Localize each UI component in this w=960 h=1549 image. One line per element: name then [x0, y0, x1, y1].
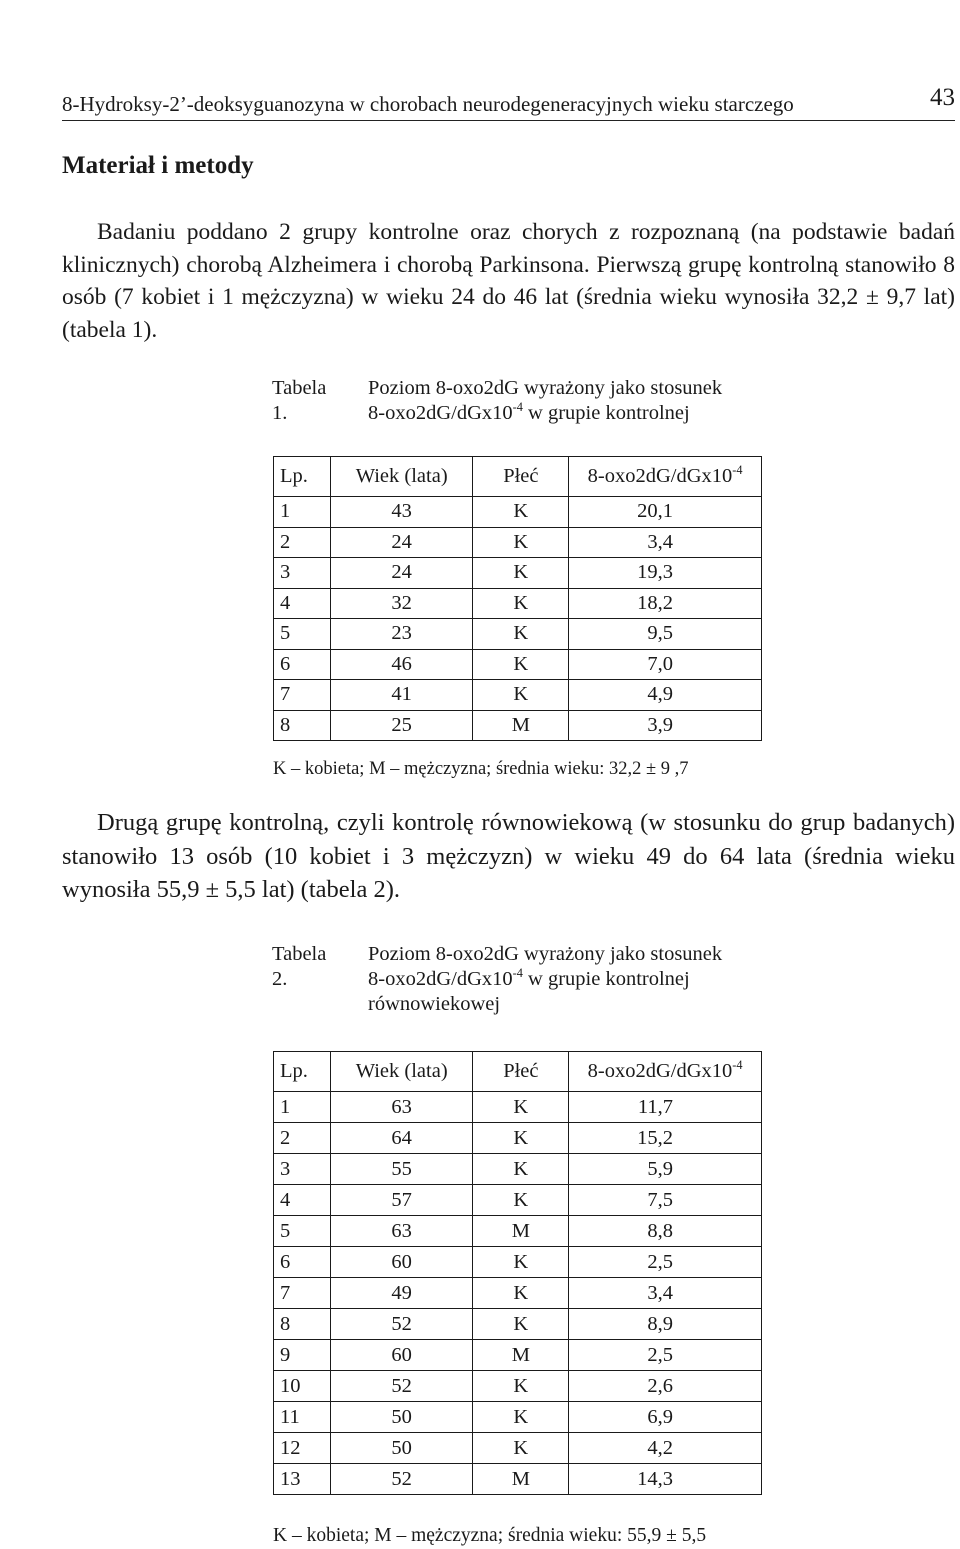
level-value-cell: 2,5: [569, 1247, 762, 1278]
table2-caption-label: Tabela 2.: [272, 943, 327, 990]
level-value-cell: 5,9: [569, 1154, 762, 1185]
sex-cell: K: [473, 619, 569, 650]
age-cell: 52: [330, 1371, 473, 1402]
table1-caption-label: Tabela 1.: [272, 377, 327, 424]
row-number-cell: 3: [274, 1154, 331, 1185]
level-value-cell: 11,7: [569, 1092, 762, 1123]
age-cell: 50: [330, 1402, 473, 1433]
level-value-cell: 2,5: [569, 1340, 762, 1371]
table-row: [274, 1278, 762, 1309]
table1-footnote: K – kobieta; M – mężczyzna; średnia wieku: 32,2 ± 9 ,7: [273, 759, 689, 779]
age-cell: 25: [330, 710, 473, 741]
table1-caption-line2: $8-oxo2dG/dGx10^{-4}$ w grupie kontrolnej: [368, 400, 690, 424]
row-number-cell: 5: [274, 619, 331, 650]
body-paragraph-2: [62, 806, 955, 907]
row-number-cell: 12: [274, 1433, 331, 1464]
age-cell: 32: [330, 588, 473, 619]
table-row: [274, 1402, 762, 1433]
sex-cell: K: [473, 497, 569, 528]
sex-cell: K: [473, 1247, 569, 1278]
body-paragraph-1: [62, 216, 955, 346]
table-row: [274, 497, 762, 528]
level-value-cell: 14,3: [569, 1464, 762, 1495]
sex-cell: K: [473, 1309, 569, 1340]
level-value-cell: 4,9: [569, 680, 762, 711]
table-row: [274, 1371, 762, 1402]
row-number-cell: 6: [274, 649, 331, 680]
table2-caption-line2: $8-oxo2dG/dGx10^{-4}$ w grupie kontrolnej: [368, 966, 690, 990]
row-number-cell: 13: [274, 1464, 331, 1495]
row-number-cell: 4: [274, 1185, 331, 1216]
table-row: [274, 1309, 762, 1340]
level-value-cell: 6,9: [569, 1402, 762, 1433]
table-row: [274, 558, 762, 589]
sex-cell: K: [473, 1185, 569, 1216]
table1-body: [274, 497, 762, 741]
sex-cell: K: [473, 527, 569, 558]
table-row: [274, 588, 762, 619]
sex-cell: K: [473, 588, 569, 619]
age-cell: 46: [330, 649, 473, 680]
table1-header-lp: Lp.: [274, 457, 331, 497]
age-cell: 57: [330, 1185, 473, 1216]
row-number-cell: 2: [274, 1123, 331, 1154]
table2-header-lp: Lp.: [274, 1052, 331, 1092]
table2-body: [274, 1092, 762, 1495]
page-number: 43: [930, 84, 955, 111]
level-value-cell: 15,2: [569, 1123, 762, 1154]
sex-cell: K: [473, 1371, 569, 1402]
age-cell: 23: [330, 619, 473, 650]
row-number-cell: 7: [274, 1278, 331, 1309]
row-number-cell: 6: [274, 1247, 331, 1278]
table1-header-row: [274, 457, 762, 497]
level-value-cell: 3,9: [569, 710, 762, 741]
level-value-cell: 8,9: [569, 1309, 762, 1340]
table-row: [274, 1247, 762, 1278]
table1-caption-line1: Poziom 8-oxo2dG wyrażony jako stosunek: [368, 377, 723, 399]
table1-header-age: Wiek (lata): [330, 457, 473, 497]
age-cell: 60: [330, 1340, 473, 1371]
level-value-cell: 7,5: [569, 1185, 762, 1216]
sex-cell: K: [473, 1402, 569, 1433]
level-value-cell: 2,6: [569, 1371, 762, 1402]
sex-cell: M: [473, 710, 569, 741]
table-row: [274, 649, 762, 680]
level-value-cell: 3,4: [569, 1278, 762, 1309]
age-cell: 63: [330, 1216, 473, 1247]
level-value-cell: 20,1: [569, 497, 762, 528]
table2-header-age: Wiek (lata): [330, 1052, 473, 1092]
age-cell: 63: [330, 1092, 473, 1123]
section-heading: Materiał i metody: [62, 152, 254, 179]
age-cell: 60: [330, 1247, 473, 1278]
table1-header-level: $8-oxo2dG/dGx10^{-4}$: [569, 457, 762, 497]
age-cell: 52: [330, 1464, 473, 1495]
body-paragraph-2-text: Drugą grupę kontrolną, czyli kontrolę równowiekową (w stosunku do grup badanych) stanowiło 13 osób (10 kobiet i 3 mężczyzn) w wieku 49 do 64 lata (średnia wieku wynosiła 55,9 ± 5,5 lat) (tabela 2).: [62, 809, 955, 903]
sex-cell: M: [473, 1216, 569, 1247]
table2: [273, 1051, 762, 1495]
sex-cell: K: [473, 680, 569, 711]
age-cell: 49: [330, 1278, 473, 1309]
level-value-cell: 3,4: [569, 527, 762, 558]
table1-header-sex: Płeć: [473, 457, 569, 497]
row-number-cell: 9: [274, 1340, 331, 1371]
row-number-cell: 2: [274, 527, 331, 558]
sex-cell: K: [473, 558, 569, 589]
sex-cell: K: [473, 649, 569, 680]
row-number-cell: 10: [274, 1371, 331, 1402]
row-number-cell: 8: [274, 1309, 331, 1340]
age-cell: 24: [330, 527, 473, 558]
age-cell: 52: [330, 1309, 473, 1340]
table-row: [274, 1185, 762, 1216]
age-cell: 50: [330, 1433, 473, 1464]
table-row: [274, 1216, 762, 1247]
table-row: [274, 619, 762, 650]
table2-header-sex: Płeć: [473, 1052, 569, 1092]
sex-cell: K: [473, 1433, 569, 1464]
age-cell: 55: [330, 1154, 473, 1185]
table-row: [274, 1433, 762, 1464]
sex-cell: M: [473, 1464, 569, 1495]
row-number-cell: 3: [274, 558, 331, 589]
running-title: 8-Hydroksy-2’-deoksyguanozyna w chorobach neurodegeneracyjnych wieku starczego: [62, 92, 794, 116]
level-value-cell: 4,2: [569, 1433, 762, 1464]
row-number-cell: 4: [274, 588, 331, 619]
table-row: [274, 1340, 762, 1371]
sex-cell: K: [473, 1092, 569, 1123]
table-row: [274, 1154, 762, 1185]
level-value-cell: 9,5: [569, 619, 762, 650]
row-number-cell: 7: [274, 680, 331, 711]
table-row: [274, 710, 762, 741]
sex-cell: M: [473, 1340, 569, 1371]
age-cell: 64: [330, 1123, 473, 1154]
row-number-cell: 11: [274, 1402, 331, 1433]
table2-footnote: K – kobieta; M – mężczyzna; średnia wieku: 55,9 ± 5,5: [273, 1525, 707, 1546]
age-cell: 41: [330, 680, 473, 711]
row-number-cell: 1: [274, 497, 331, 528]
running-header: [62, 84, 955, 121]
table-row: [274, 680, 762, 711]
table-row: [274, 527, 762, 558]
body-paragraph-1-text: Badaniu poddano 2 grupy kontrolne oraz chorych z rozpoznaną (na podstawie badań klinicznych) chorobą Alzheimera i chorobą Parkinsona. Pierwszą grupę kontrolną stanowiło 8 osób (7 kobiet i 1 mężczyzna) w wieku 24 do 46 lat (średnia wieku wynosiła 32,2 ± 9,7 lat) (tabela 1).: [62, 219, 955, 343]
sex-cell: K: [473, 1123, 569, 1154]
table2-header-row: [274, 1052, 762, 1092]
table2-caption-line3: równowiekowej: [368, 993, 501, 1015]
level-value-cell: 18,2: [569, 588, 762, 619]
level-value-cell: 7,0: [569, 649, 762, 680]
level-value-cell: 19,3: [569, 558, 762, 589]
table-row: [274, 1092, 762, 1123]
row-number-cell: 1: [274, 1092, 331, 1123]
table-row: [274, 1123, 762, 1154]
age-cell: 43: [330, 497, 473, 528]
level-value-cell: 8,8: [569, 1216, 762, 1247]
table1: [273, 456, 762, 741]
table2-header-level: $8-oxo2dG/dGx10^{-4}$: [569, 1052, 762, 1092]
sex-cell: K: [473, 1278, 569, 1309]
row-number-cell: 8: [274, 710, 331, 741]
table-row: [274, 1464, 762, 1495]
row-number-cell: 5: [274, 1216, 331, 1247]
sex-cell: K: [473, 1154, 569, 1185]
age-cell: 24: [330, 558, 473, 589]
table2-caption-line1: Poziom 8-oxo2dG wyrażony jako stosunek: [368, 943, 723, 965]
